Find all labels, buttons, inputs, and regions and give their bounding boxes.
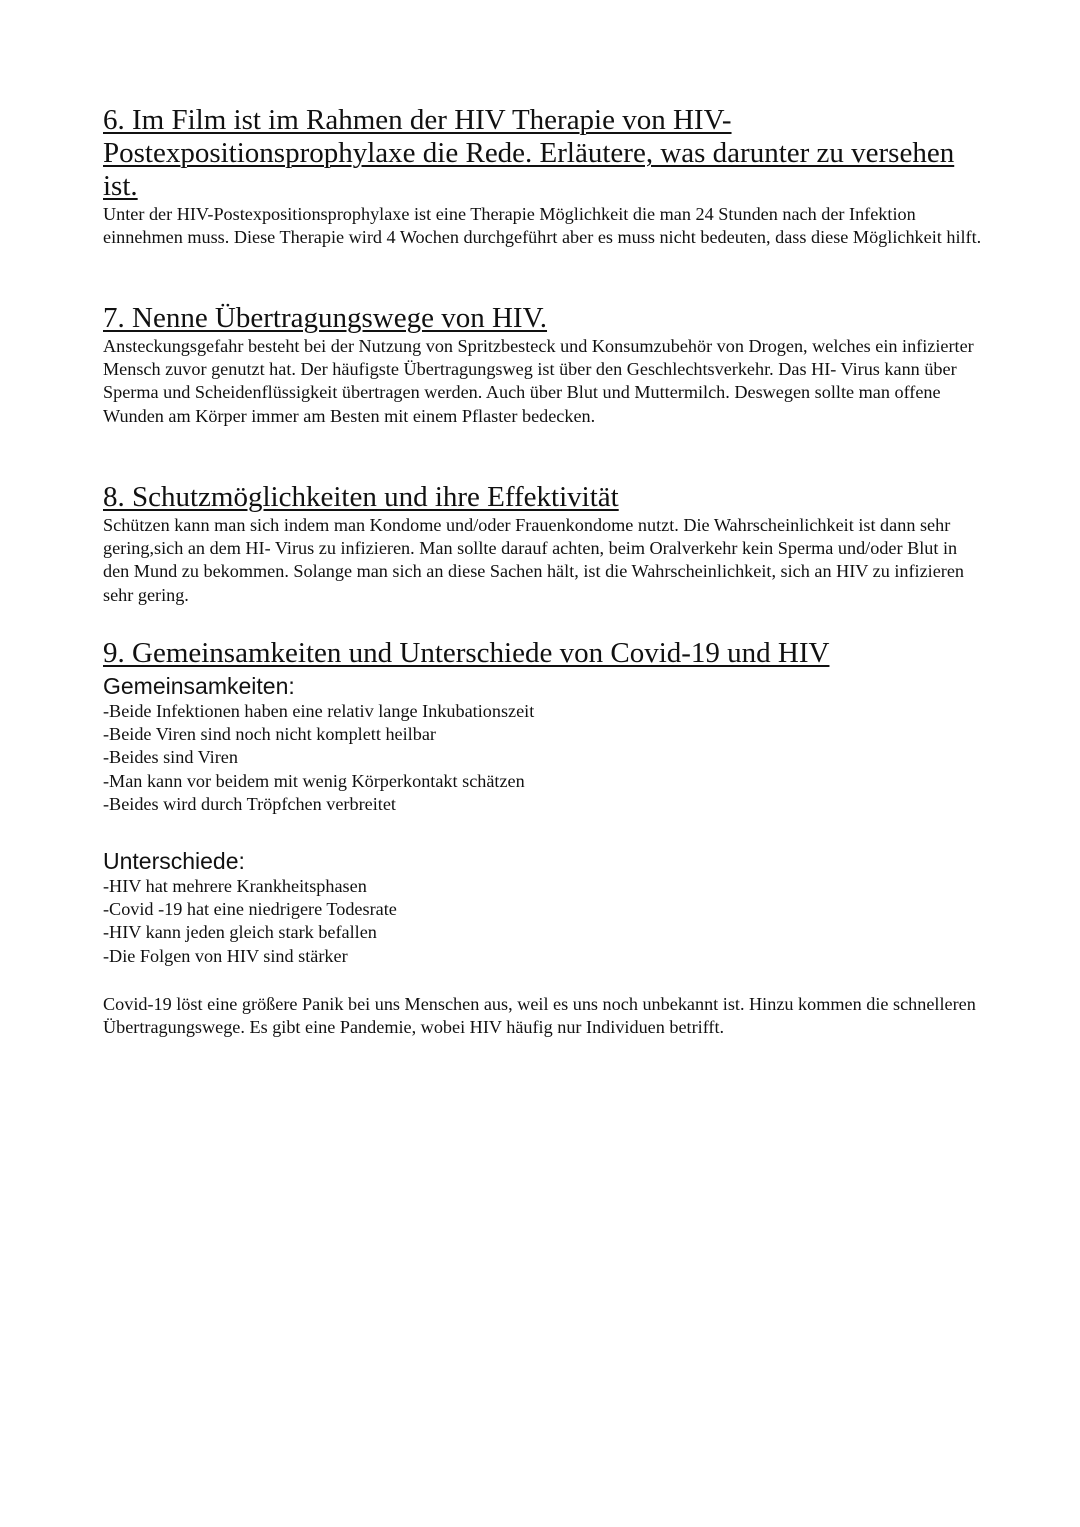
section-6-text: Unter der HIV-Postexpositionsprophylaxe ist eine Therapie Möglichkeit die man 24 Stunden nach der Infektion einnehmen muss. Diese Therapie wird 4 Wochen durchgeführt aber es muss nicht bedeuten, dass diese Möglichkeit hilft. [103, 204, 982, 248]
section-6-heading: 6. Im Film ist im Rahmen der HIV Therapie von HIV-Postexpositionsprophylaxe die Rede. Erläutere, was darunter zu versehen ist. [103, 104, 955, 202]
list-item: -Covid -19 hat eine niedrigere Todesrate [103, 899, 397, 920]
section-9 [103, 637, 983, 1039]
section-8 [103, 481, 983, 607]
unterschiede-heading: Unterschiede: [103, 848, 245, 875]
section-9-conclusion: Covid-19 löst eine größere Panik bei uns Menschen aus, weil es uns noch unbekannt ist. Hinzu kommen die schnelleren Übertragungswege. Es gibt eine Pandemie, wobei HIV häufig nur Individuen betrifft. [103, 993, 976, 1038]
section-7-text: Ansteckungsgefahr besteht bei der Nutzung von Spritzbesteck und Konsumzubehör von Drogen, welches ein infizierter Mensch zuvor genutzt hat. Der häufigste Übertragungsweg ist über den Geschlechtsverkehr. Das HI- Virus kann über Sperma und Scheidenflüssigkeit übertragen werden. Auch über Blut und Muttermilch. Deswegen sollte man offene Wunden am Körper immer am Besten mit einem Pflaster bedecken. [103, 336, 974, 426]
list-item: -HIV hat mehrere Krankheitsphasen [103, 876, 367, 897]
list-item: -Beide Infektionen haben eine relativ lange Inkubationszeit [103, 701, 535, 721]
list-item: -HIV kann jeden gleich stark befallen [103, 922, 377, 943]
section-8-heading: 8. Schutzmöglichkeiten und ihre Effektivität [103, 481, 619, 513]
section-9-heading: 9. Gemeinsamkeiten und Unterschiede von Covid-19 und HIV [103, 637, 830, 669]
list-item: -Die Folgen von HIV sind stärker [103, 945, 348, 966]
list-item: -Beides wird durch Tröpfchen verbreitet [103, 793, 396, 814]
section-7 [103, 302, 983, 428]
gemeinsamkeiten-list [103, 700, 983, 816]
list-item: -Man kann vor beidem mit wenig Körperkontakt schätzen [103, 770, 525, 791]
section-8-text: Schützen kann man sich indem man Kondome und/oder Frauenkondome nutzt. Die Wahrscheinlichkeit ist dann sehr gering,sich an dem HI- Virus zu infizieren. Man sollte darauf achten, beim Oralverkehr kein Sperma und/oder Blut in den Mund zu bekommen. Solange man sich an diese Sachen hält, ist die Wahrscheinlichkeit, sich an HIV zu infizieren sehr gering. [103, 515, 965, 605]
section-6 [103, 104, 983, 249]
unterschiede-list [103, 875, 983, 968]
list-item: -Beides sind Viren [103, 747, 238, 768]
list-item: -Beide Viren sind noch nicht komplett heilbar [103, 724, 436, 745]
section-7-heading: 7. Nenne Übertragungswege von HIV. [103, 302, 548, 334]
gemeinsamkeiten-heading: Gemeinsamkeiten: [103, 673, 295, 699]
